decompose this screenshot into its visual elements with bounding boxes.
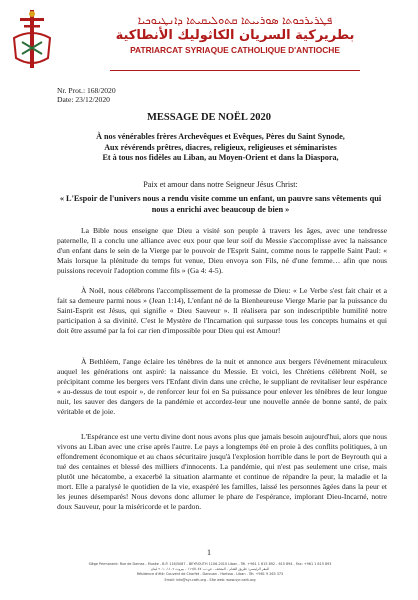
letterhead-text [110, 14, 360, 56]
address-line: À nos vénérables frères Archevêques et Evêques, Pères du Saint Synode, [96, 132, 345, 141]
document-date: Date: 23/12/2020 [57, 95, 110, 104]
body-paragraph: L'Espérance est une vertu divine dont nous avons plus que jamais besoin aujourd'hui, alors que nous vivons au Liban avec une crise après l'autre. Le pays a longtemps été en proie à des conflits politiques, à un effondrement économique et au chaos sécuritaire jusqu'à l'explosion horrible dans le port de Beyrouth qui a tué des centaines et blessé des milliers d'innocents. La pandémie, qui n'est pas seulement une crise, mais plutôt une hécatombe, a exacerbé la situation alarmante et continue de répandre la peur, la maladie et la mort. Elle a paralysé le quotidien de la vie, exaspéré les familles, laissé les personnes âgées dans la peur et les jeunes désemparés! Nous devons donc allumer le phare de l'espérance, implorant Dieu-Incarné, notre doux Sauveur, pour la miséricorde et le pardon. [57, 432, 387, 511]
footer-line: Email: info@syr-cath.org - Site web: www.syr-cath.org [164, 577, 256, 582]
body-paragraph: À Bethléem, l'ange éclaire les ténèbres de la nuit et annonce aux bergers l'événement miraculeux auquel les générations ont aspiré: la naissance du Messie. Et voici, les Chrétiens célèbrent Noël, se précipitant comme les bergers vers l'Enfant divin dans une crèche, le suppliant de revitaliser leur espérance « au-dessus de tout espoir », de renforcer leur foi en Sa puissance pour enlever les ténèbres de leur longue nuit, les sauver des dangers de la pandémie et accordez-leur une nouvelle année de bonne santé, de paix véritable et de joie. [57, 357, 387, 416]
body-paragraph: À Noël, nous célébrons l'accomplissement de la promesse de Dieu: « Le Verbe s'est fait chair et a fait sa demeure parmi nous » (Jean 1:14), L'enfant né de la Bienheureuse Vierge Marie par la puissance du Saint-Esprit est Jésus, qui signifie « Dieu Sauveur ». Il réalisera par son indescriptible humilité notre participation à sa divinité. C'est le Mystère de l'Incarnation qui surpasse tous les concepts humains et qui doit être assumé par la foi car rien d'impossible pour Dieu qui est Amour! [57, 286, 387, 335]
protocol-number: Nr. Prot.: 168/2020 [57, 86, 116, 95]
opening-quote: « L'Espoir de l'univers nous a rendu visite comme un enfant, un pauvre sans vêtements qui nous a enrichi avec beaucoup de bien » [59, 194, 382, 214]
address-line: Aux révérends prêtres, diacres, religieux, religieuses et séminaristes [104, 142, 337, 152]
body-paragraph: La Bible nous enseigne que Dieu a visité son peuple à travers les âges, avec une tendresse paternelle, Il a conclu une alliance avec eux pour que leur soif du Messie s'accomplisse avec la naissance d'un enfant dans le sein de la Vierge par le pouvoir de l'Esprit Saint, comme nous le rappelle Saint Paul: « Mais lorsque la plénitude du temps fut venue, Dieu envoya son Fils, né d'une femme… afin que nous puissions recevoir l'adoption comme fils » (Ga 4: 4-5). [57, 226, 387, 275]
letterhead-french: PATRIARCAT SYRIAQUE CATHOLIQUE D'ANTIOCHE [130, 45, 340, 55]
footer-line: Siège Permanent: Rue de Damas - Musée - B.P. 116/5087 - BEYROUTH 1106-2010 Liban - Tél. +961 1 615 892 - 615 894 - Fax: +961 1 615 893 [88, 562, 332, 566]
letterhead [0, 0, 418, 80]
footer-line: Résidence d'été: Couvent de Charfet - Darouan - Harissa - Liban - Tél. +961 9 263 373 [136, 572, 284, 577]
footer-line: المقر الرئيسي: طريق الشام - المتحف - ص.ب. ١١٦/٥٠٨٧ - بيروت ١١٠٦-٢٠١٠ لبنان [150, 567, 270, 572]
address-block [58, 132, 383, 164]
letterhead-syriac: ܦܛܪܝܪܟܘܬܐ ܣܘܪܝܝܬܐ ܩܬܘܠܝܩܝܬܐ ܕܐܢܛܝܘܟܝܐ [137, 14, 333, 27]
document-title: MESSAGE DE NOËL 2020 [147, 112, 271, 123]
patriarchal-coat-of-arms-icon [8, 8, 56, 72]
greeting: Paix et amour dans notre Seigneur Jésus Christ: [143, 180, 298, 189]
letterhead-divider [110, 70, 360, 71]
footer [40, 562, 380, 583]
address-line: Et à tous nos fidèles au Liban, au Moyen-Orient et dans la Diaspora, [102, 153, 339, 162]
page-number: 1 [207, 548, 211, 557]
letterhead-arabic: بطريركية السريان الكاثوليك الأنطاكية [115, 28, 355, 43]
